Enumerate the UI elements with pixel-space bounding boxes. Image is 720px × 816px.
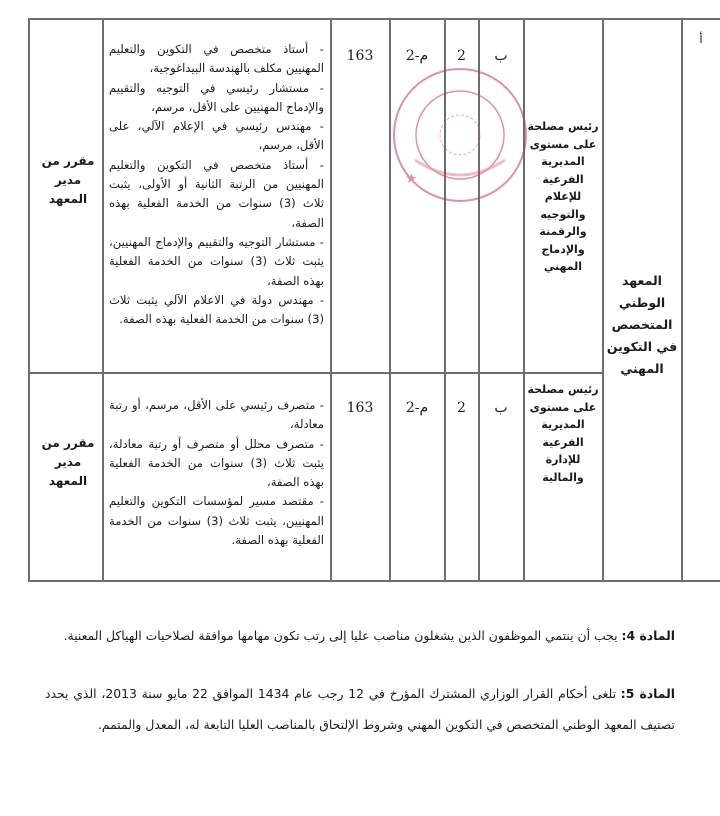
index-points: 163	[346, 400, 374, 416]
article-label: المادة 5:	[620, 686, 676, 701]
condition-item: - أستاذ متخصص في التكوين والتعليم المهنيين مكلف بالهندسة البيداغوجية،	[109, 42, 324, 76]
bonus-level: 2	[457, 48, 466, 64]
level: ب	[494, 400, 508, 416]
table-top-border	[28, 18, 720, 20]
condition-item: - مقتصد مسير لمؤسسات التكوين والتعليم المهنيين، يثبت ثلاث (3) سنوات من الخدمة الفعلية بهذه الصفة.	[109, 494, 325, 548]
group: م-2	[405, 48, 429, 64]
article-text: يجب أن ينتمي الموظفون الذين يشغلون مناصب عليا إلى رتب تكون مهامها موافقة لصلاحيات الهياكل المعنية.	[63, 628, 622, 643]
level: ب	[494, 48, 508, 64]
bonus-level: 2	[457, 400, 466, 416]
table-bottom-border	[28, 580, 720, 582]
condition-item: - مستشار رئيسي في التوجيه والتقييم والإدماج المهنيين على الأقل، مرسم،	[109, 80, 324, 114]
article-label: المادة 4:	[621, 628, 675, 643]
article-5	[45, 678, 675, 740]
condition-item: - مهندس رئيسي في الإعلام الآلي، على الأقل، مرسم،	[109, 119, 324, 153]
row-number: أ	[699, 32, 703, 46]
condition-item: - متصرف محلل أو متصرف أو رتبة معادلة، يثبت ثلاث (3) سنوات من الخدمة الفعلية بهذه الصفة،	[109, 436, 324, 490]
condition-item: - مستشار التوجيه والتقييم والإدماج المهنيين، يثبت ثلاث (3) سنوات من الخدمة الفعلية بهذه الصفة،	[109, 234, 324, 288]
row-divider	[28, 372, 602, 374]
condition-item: - متصرف رئيسي على الأقل، مرسم، أو رتبة معادلة،	[109, 398, 324, 432]
appointment-mode: مقرر من مدير المعهد	[41, 154, 95, 206]
article-4	[45, 622, 675, 650]
group: م-2	[405, 400, 429, 416]
condition-item: - أستاذ متخصص في التكوين والتعليم المهنيين من الرتبة الثانية أو الأولى، يثبت ثلاث (3) سنوات من الخدمة الفعلية بهذه الصفة،	[109, 157, 324, 230]
condition-item: - مهندس دولة في الاعلام الآلي يثبت ثلاث (3) سنوات من الخدمة الفعلية بهذه الصفة.	[109, 292, 324, 327]
access-conditions	[103, 40, 330, 329]
svg-text:★: ★	[405, 171, 418, 187]
official-stamp	[385, 65, 535, 205]
col-border	[330, 18, 332, 581]
access-conditions	[103, 396, 330, 550]
col-border	[681, 18, 683, 581]
appointment-mode: مقرر من مدير المعهد	[41, 436, 95, 488]
post-title: رئيس مصلحة على مستوى المديرية الفرعية للإدارة والمالية	[527, 383, 599, 484]
post-title: رئيس مصلحة على مستوى المديرية الفرعية للإعلام والتوجيه والرقمنة والإدماج المهني	[527, 120, 599, 273]
article-text: تلغى أحكام القرار الوزاري المشترك المؤرخ في 12 رجب عام 1434 الموافق 22 مايو سنة 2013، الذي يحدد تصنيف المعهد الوطني المتخصص في التكوين المهني وشروط الإلتحاق بالمناصب العليا التابعة له، المعدل والمتمم.	[45, 686, 675, 732]
institute-name: المعهد الوطني المتخصص في التكوين المهني	[606, 273, 678, 376]
index-points: 163	[346, 48, 374, 64]
col-border	[28, 18, 30, 581]
